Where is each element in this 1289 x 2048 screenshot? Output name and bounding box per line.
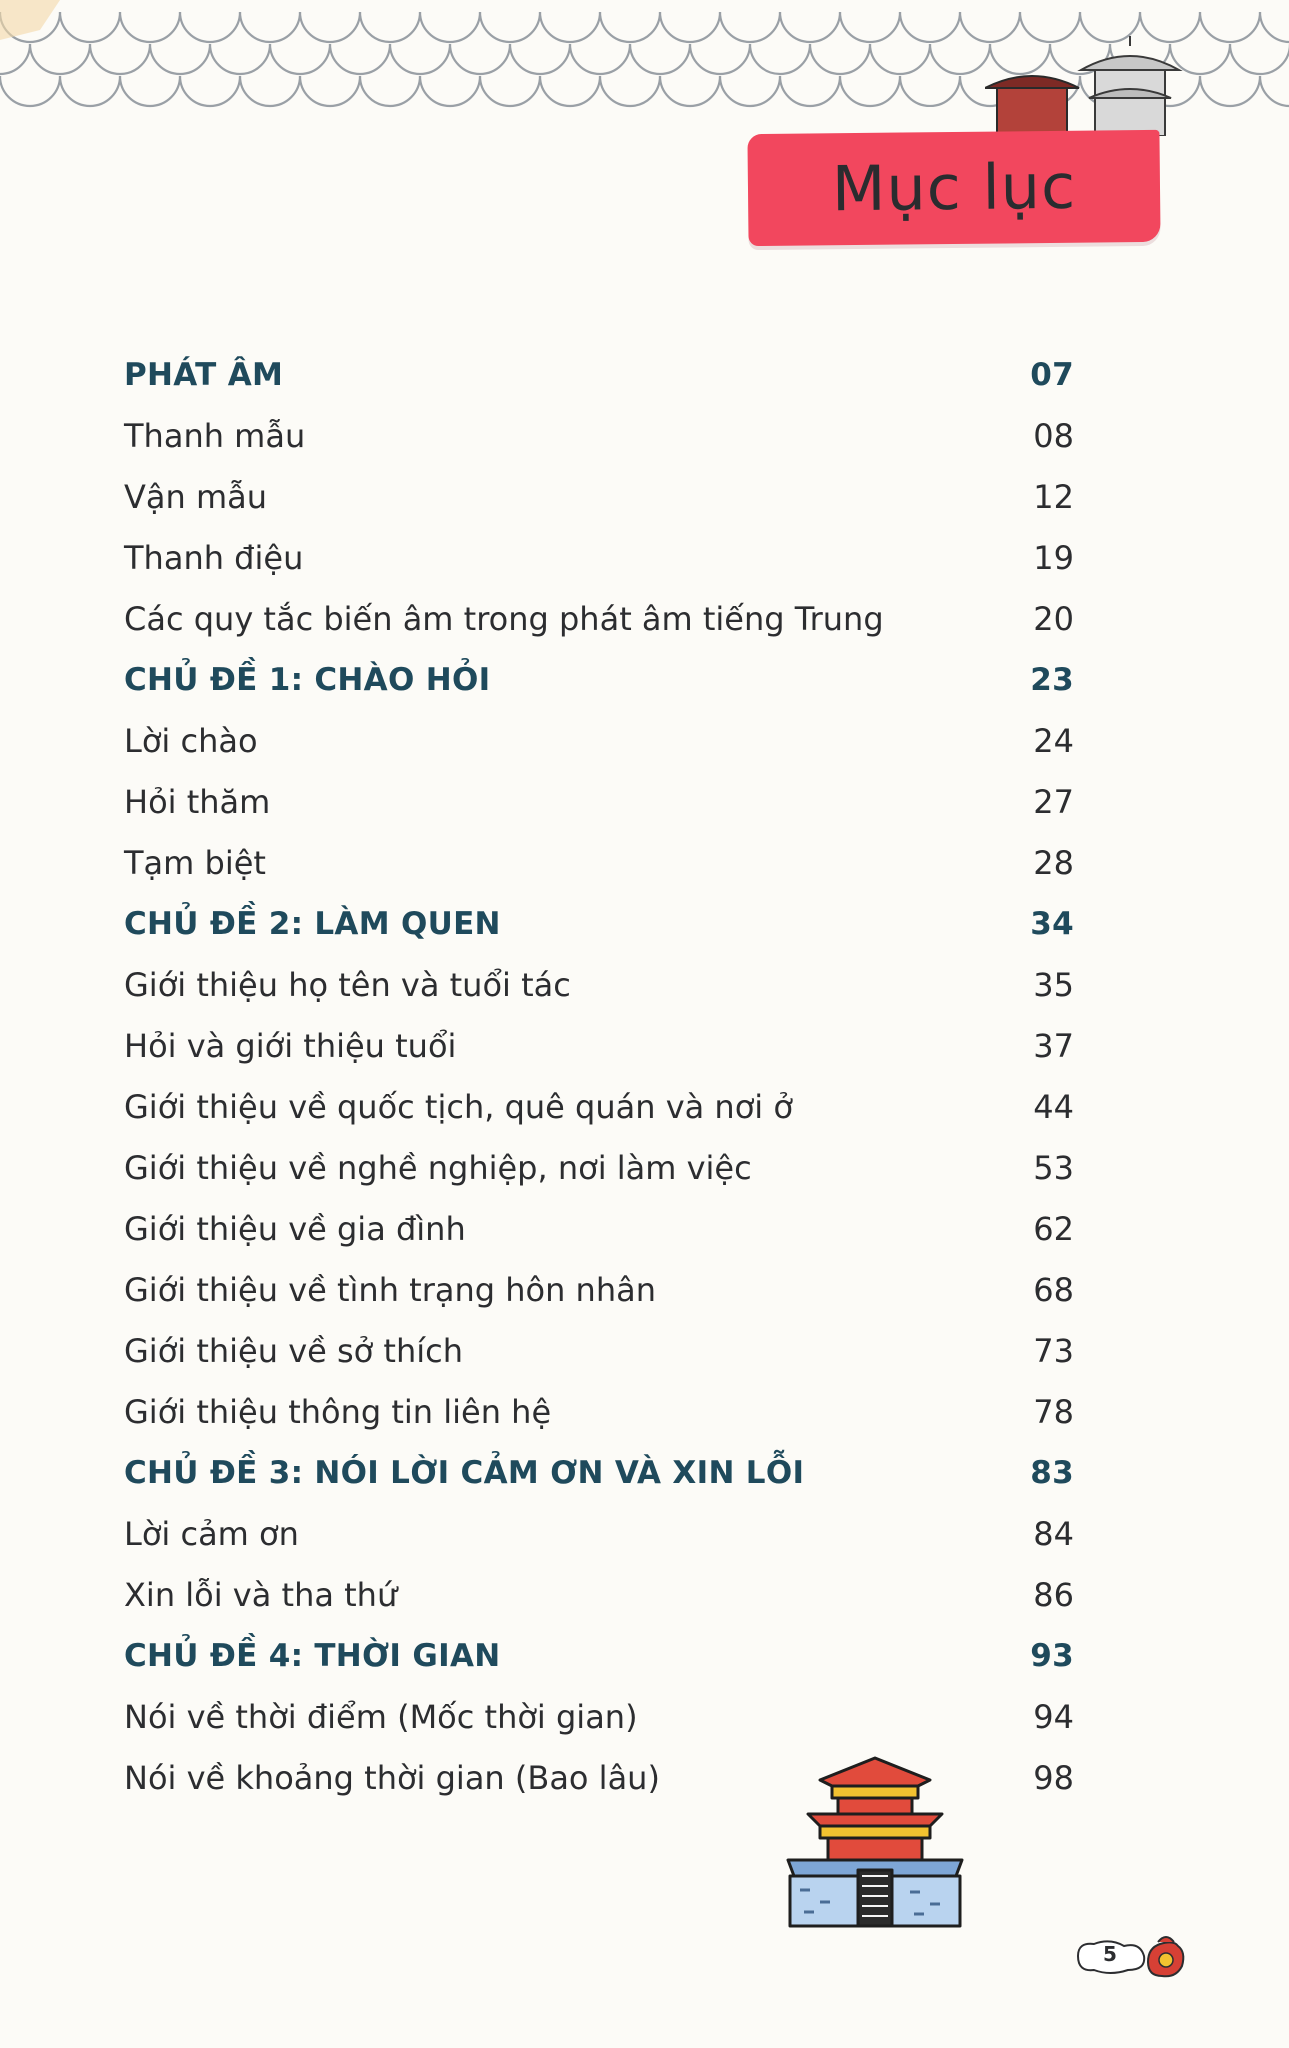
toc-entry-page-number: 08 [1033,416,1074,455]
toc-entry-title: PHÁT ÂM [124,356,284,393]
toc-section-heading [124,344,1074,405]
toc-entry-title: Giới thiệu về nghề nghiệp, nơi làm việc [124,1148,752,1187]
toc-entry-title: Lời chào [124,721,258,760]
toc-entry-title: CHỦ ĐỀ 2: LÀM QUEN [124,905,501,942]
toc-entry [124,710,1074,771]
toc-entry-page-number: 24 [1033,721,1074,760]
toc-entry-title: CHỦ ĐỀ 4: THỜI GIAN [124,1637,501,1674]
toc-entry [124,771,1074,832]
toc-entry-page-number: 86 [1033,1575,1074,1614]
toc-entry-page-number: 23 [1030,661,1074,698]
toc-entry [124,954,1074,1015]
toc-entry-title: CHỦ ĐỀ 1: CHÀO HỎI [124,661,491,698]
toc-entry-title: Giới thiệu về sở thích [124,1331,463,1370]
toc-entry [124,1320,1074,1381]
toc-entry-page-number: 12 [1033,477,1074,516]
toc-entry-title: Tạm biệt [124,843,266,882]
toc-entry-title: Lời cảm ơn [124,1514,299,1553]
toc-entry-page-number: 84 [1033,1514,1074,1553]
toc-entry [124,1015,1074,1076]
toc-entry-title: Nói về thời điểm (Mốc thời gian) [124,1697,638,1736]
toc-entry-page-number: 27 [1033,782,1074,821]
page-title: Mục lục [831,149,1077,226]
toc-entry [124,405,1074,466]
toc-entry [124,1259,1074,1320]
toc-entry-page-number: 53 [1033,1148,1074,1187]
toc-entry-page-number: 34 [1030,905,1074,942]
toc-entry-title: Thanh điệu [124,538,304,577]
toc-entry-title: Xin lỗi và tha thứ [124,1575,398,1614]
toc-entry-page-number: 83 [1030,1454,1074,1491]
toc-entry-title: Vận mẫu [124,477,268,516]
toc-entry-page-number: 19 [1033,538,1074,577]
toc-entry [124,1503,1074,1564]
toc-entry-title: Giới thiệu về tình trạng hôn nhân [124,1270,656,1309]
toc-entry-page-number: 44 [1033,1087,1074,1126]
toc-entry [124,1198,1074,1259]
toc-entry-title: Hỏi thăm [124,782,271,821]
pagoda-roof-icon [985,36,1185,136]
toc-section-heading [124,1442,1074,1503]
toc-entry [124,1564,1074,1625]
toc-entry [124,1381,1074,1442]
title-banner [747,130,1160,246]
toc-entry [124,527,1074,588]
temple-gate-icon [780,1752,970,1932]
toc-entry [124,1686,1074,1747]
toc-entry [124,832,1074,893]
toc-entry-title: Giới thiệu về gia đình [124,1209,466,1248]
toc-entry [124,588,1074,649]
toc-section-heading [124,893,1074,954]
toc-entry-page-number: 78 [1033,1392,1074,1431]
toc-entry-page-number: 94 [1033,1697,1074,1736]
toc-entry-title: Nói về khoảng thời gian (Bao lâu) [124,1758,660,1797]
toc-entry-title: Giới thiệu về quốc tịch, quê quán và nơi ở [124,1087,793,1126]
toc-section-heading [124,1625,1074,1686]
toc-entry-page-number: 28 [1033,843,1074,882]
toc-entry-page-number: 07 [1030,356,1074,393]
toc-entry-title: Thanh mẫu [124,416,306,455]
toc-section-heading [124,649,1074,710]
toc-entry-page-number: 20 [1033,599,1074,638]
toc-entry [124,466,1074,527]
toc-entry-title: Giới thiệu họ tên và tuổi tác [124,965,571,1004]
toc-entry-page-number: 37 [1033,1026,1074,1065]
toc-entry-page-number: 35 [1033,965,1074,1004]
toc-entry [124,1076,1074,1137]
toc-entry-page-number: 68 [1033,1270,1074,1309]
toc-entry [124,1137,1074,1198]
toc-entry-page-number: 62 [1033,1209,1074,1248]
toc-entry-page-number: 93 [1030,1637,1074,1674]
toc-entry-title: Giới thiệu thông tin liên hệ [124,1392,552,1431]
toc-entry-title: CHỦ ĐỀ 3: NÓI LỜI CẢM ƠN VÀ XIN LỖI [124,1454,805,1491]
toc-entry-title: Các quy tắc biến âm trong phát âm tiếng Trung [124,599,884,638]
toc-entry-page-number: 98 [1033,1758,1074,1797]
table-of-contents [124,344,1074,1808]
toc-entry-title: Hỏi và giới thiệu tuổi [124,1026,457,1065]
page-number: 5 [1103,1942,1117,1966]
toc-entry-page-number: 73 [1033,1331,1074,1370]
